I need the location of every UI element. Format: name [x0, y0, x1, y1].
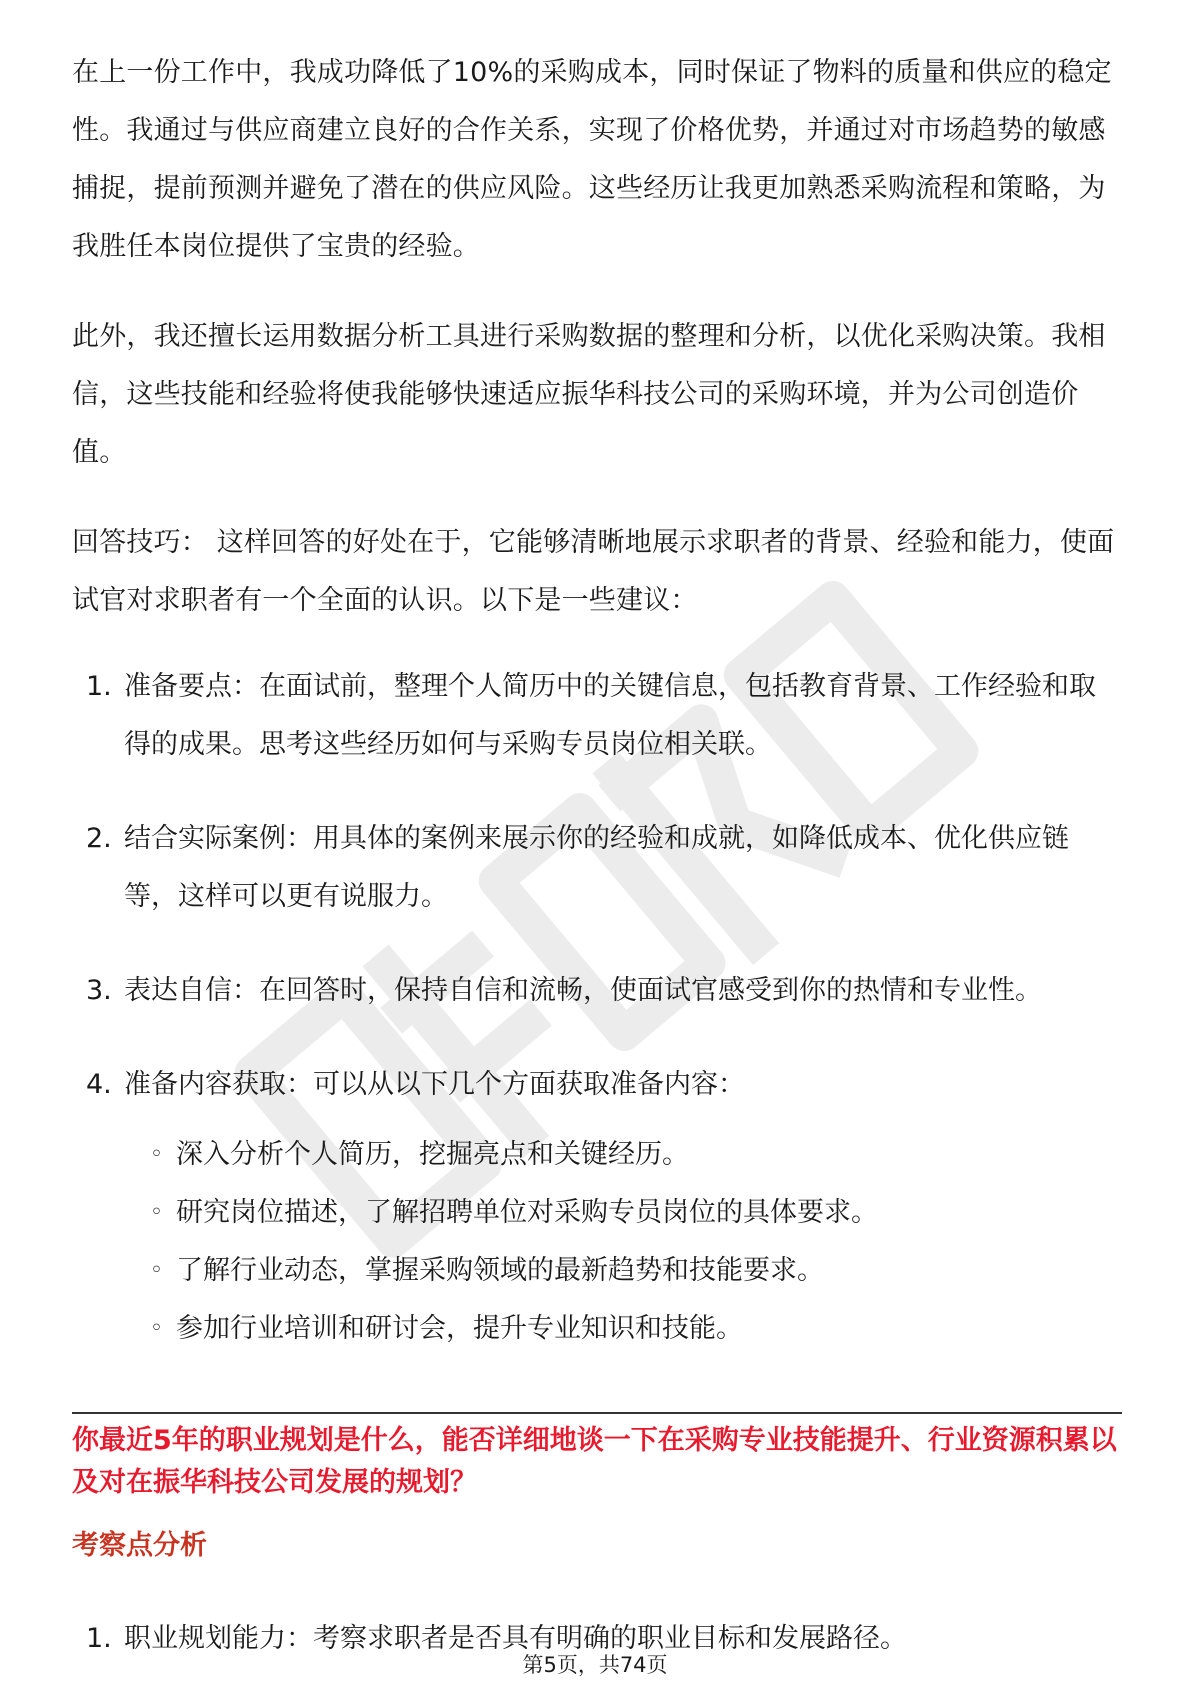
- list-item: [72, 1056, 1122, 1114]
- analysis-heading: 考察点分析: [72, 1530, 207, 1561]
- hollow-bullet-icon: ◦: [150, 1258, 163, 1283]
- document-body: [72, 44, 1122, 1144]
- hollow-bullet-icon: ◦: [150, 1316, 163, 1341]
- list-item: [72, 1184, 878, 1242]
- section-divider: [72, 1412, 1122, 1414]
- list-item: [72, 1242, 878, 1300]
- list-item-text: 参加行业培训和研讨会，提升专业知识和技能。: [176, 1313, 743, 1344]
- list-item: [72, 1300, 878, 1358]
- list-number: 4.: [86, 1069, 112, 1100]
- hollow-bullet-icon: ◦: [150, 1200, 163, 1225]
- preparation-sublist: [72, 1126, 878, 1358]
- list-item-text: 准备内容获取：可以从以下几个方面获取准备内容：: [124, 1069, 745, 1100]
- list-number: 1.: [86, 1623, 112, 1654]
- paragraph-experience: 在上一份工作中，我成功降低了10%的采购成本，同时保证了物料的质量和供应的稳定性。我通过与供应商建立良好的合作关系，实现了价格优势，并通过对市场趋势的敏感捕捉，提前预测并避免了潜在的供应风险。这些经历让我更加熟悉采购流程和策略，为我胜任本岗位提供了宝贵的经验。: [72, 57, 1112, 262]
- interview-question: 你最近5年的职业规划是什么，能否详细地谈一下在采购专业技能提升、行业资源积累以及对在振华科技公司发展的规划？: [72, 1425, 1117, 1498]
- list-number: 3.: [86, 975, 112, 1006]
- list-item-text: 表达自信：在回答时，保持自信和流畅，使面试官感受到你的热情和专业性。: [124, 975, 1042, 1006]
- list-item-text: 职业规划能力：考察求职者是否具有明确的职业目标和发展路径。: [124, 1623, 907, 1654]
- paragraph-skills: 此外，我还擅长运用数据分析工具进行采购数据的整理和分析，以优化采购决策。我相信，这些技能和经验将使我能够快速适应振华科技公司的采购环境，并为公司创造价值。: [72, 321, 1106, 468]
- list-item-text: 深入分析个人简历，挖掘亮点和关键经历。: [176, 1139, 689, 1170]
- list-item-text: 结合实际案例：用具体的案例来展示你的经验和成就，如降低成本、优化供应链等，这样可以更有说服力。: [124, 823, 1069, 912]
- list-item: [72, 658, 1122, 774]
- list-item-text: 了解行业动态，掌握采购领域的最新趋势和技能要求。: [176, 1255, 824, 1286]
- paragraph-answer-tips: 回答技巧： 这样回答的好处在于，它能够清晰地展示求职者的背景、经验和能力，使面试官对求职者有一个全面的认识。以下是一些建议：: [72, 527, 1115, 616]
- list-item: [72, 1126, 878, 1184]
- list-item: [72, 962, 1122, 1020]
- list-number: 1.: [86, 671, 112, 702]
- list-item-text: 研究岗位描述，了解招聘单位对采购专员岗位的具体要求。: [176, 1197, 878, 1228]
- tips-list: [72, 658, 1122, 1114]
- page-number-footer: 第5页，共74页: [522, 1653, 668, 1677]
- list-number: 2.: [86, 823, 112, 854]
- hollow-bullet-icon: ◦: [150, 1142, 163, 1167]
- list-item: [72, 810, 1122, 926]
- list-item-text: 准备要点：在面试前，整理个人简历中的关键信息，包括教育背景、工作经验和取得的成果。思考这些经历如何与采购专员岗位相关联。: [124, 671, 1096, 760]
